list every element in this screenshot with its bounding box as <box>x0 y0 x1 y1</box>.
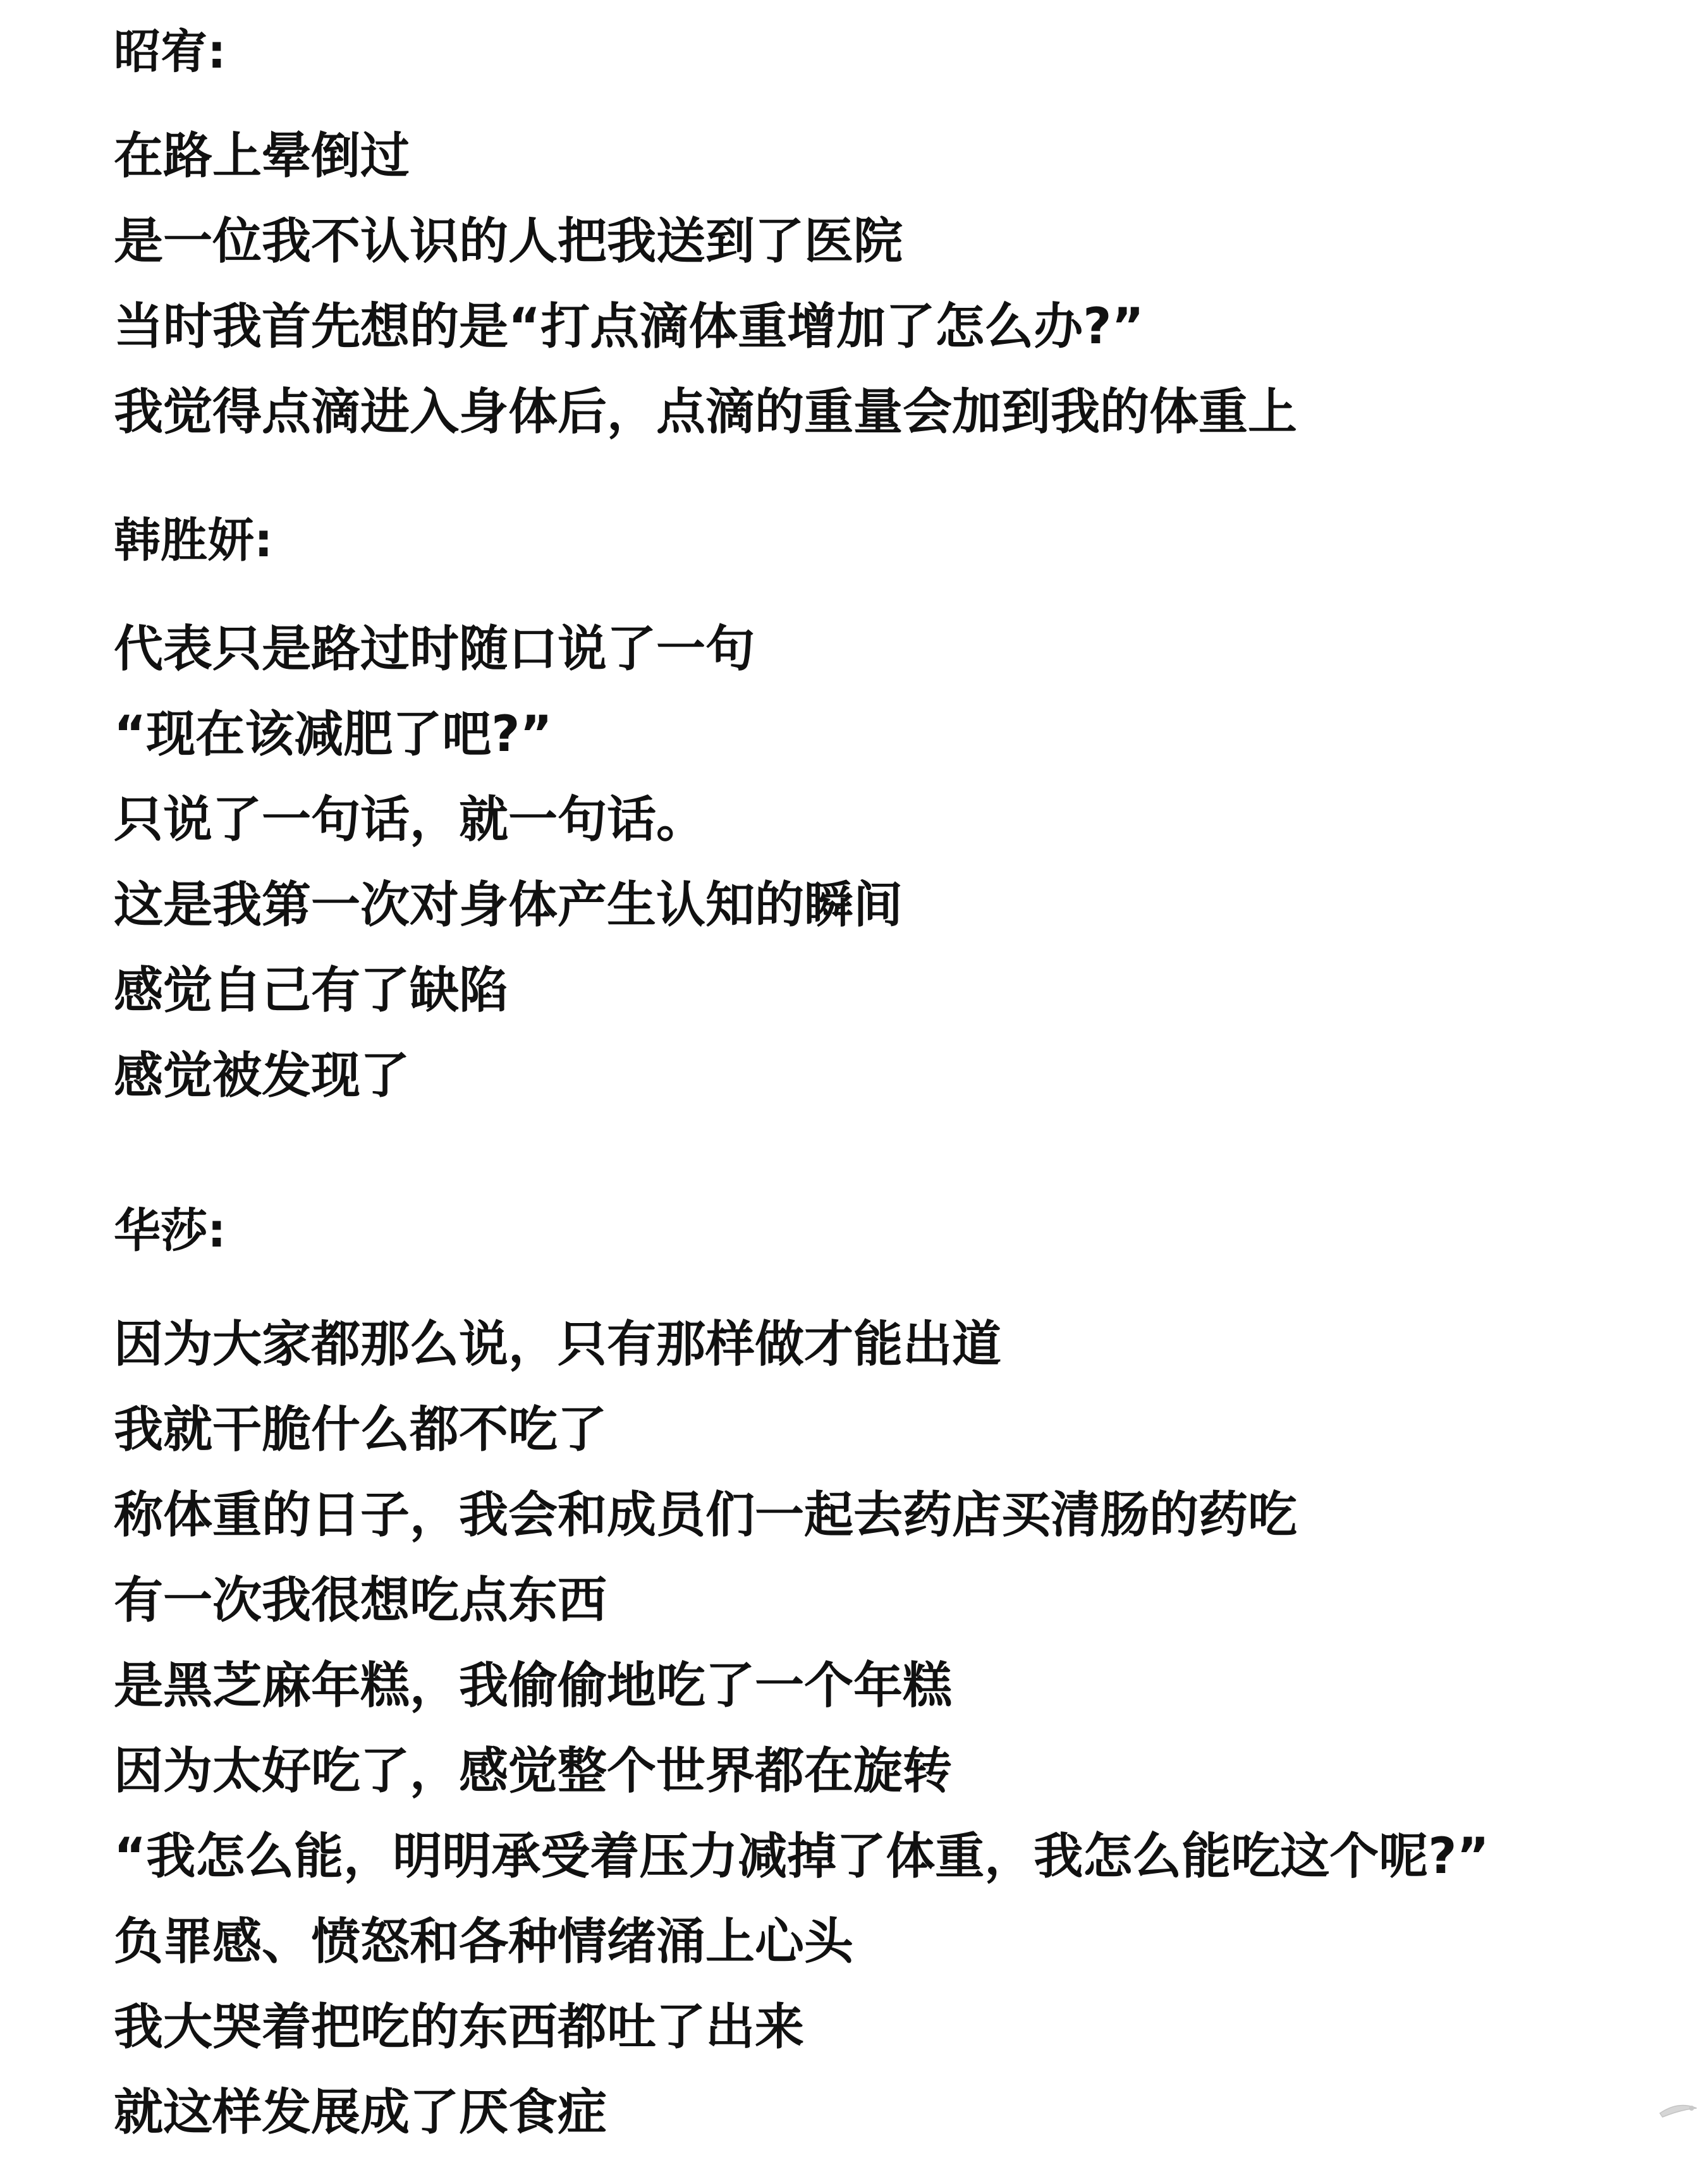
quote-line: 负罪感、愤怒和各种情绪涌上心头 <box>114 1913 854 1970</box>
document-body <box>114 0 1681 2160</box>
quote-line: 只说了一句话，就一句话。 <box>114 791 706 848</box>
quote-line: 因为太好吃了，感觉整个世界都在旋转 <box>114 1743 953 1800</box>
quote-line: 就这样发展成了厌食症 <box>114 2084 607 2141</box>
quote-line: 我觉得点滴进入身体后，点滴的重量会加到我的体重上 <box>114 384 1298 441</box>
quote-line: “我怎么能，明明承受着压力减掉了体重，我怎么能吃这个呢?” <box>114 1828 1489 1885</box>
quote-line: 是一位我不认识的人把我送到了医院 <box>114 213 903 270</box>
quote-line: 当时我首先想的是“打点滴体重增加了怎么办?” <box>114 298 1144 355</box>
watermark-icon <box>1656 2097 1700 2122</box>
quote-line: 感觉被发现了 <box>114 1047 410 1104</box>
speaker-name: 韩胜妍: <box>114 513 273 568</box>
quote-line: 称体重的日子，我会和成员们一起去药店买清肠的药吃 <box>114 1487 1298 1544</box>
speaker-name: 昭宥: <box>114 25 226 79</box>
quote-line: 这是我第一次对身体产生认知的瞬间 <box>114 877 903 934</box>
quote-line: 感觉自己有了缺陷 <box>114 962 509 1019</box>
speaker-name: 华莎: <box>114 1204 226 1258</box>
quote-line: 因为大家都那么说，只有那样做才能出道 <box>114 1316 1002 1373</box>
quote-line: 我就干脆什么都不吃了 <box>114 1401 607 1458</box>
quote-line: 我大哭着把吃的东西都吐了出来 <box>114 1999 805 2056</box>
quote-line: 有一次我很想吃点东西 <box>114 1572 607 1629</box>
quote-line: “现在该减肥了吧?” <box>114 706 552 763</box>
quote-line: 是黑芝麻年糕，我偷偷地吃了一个年糕 <box>114 1657 953 1714</box>
quote-line: 代表只是路过时随口说了一句 <box>114 621 755 678</box>
quote-line: 在路上晕倒过 <box>114 128 410 185</box>
